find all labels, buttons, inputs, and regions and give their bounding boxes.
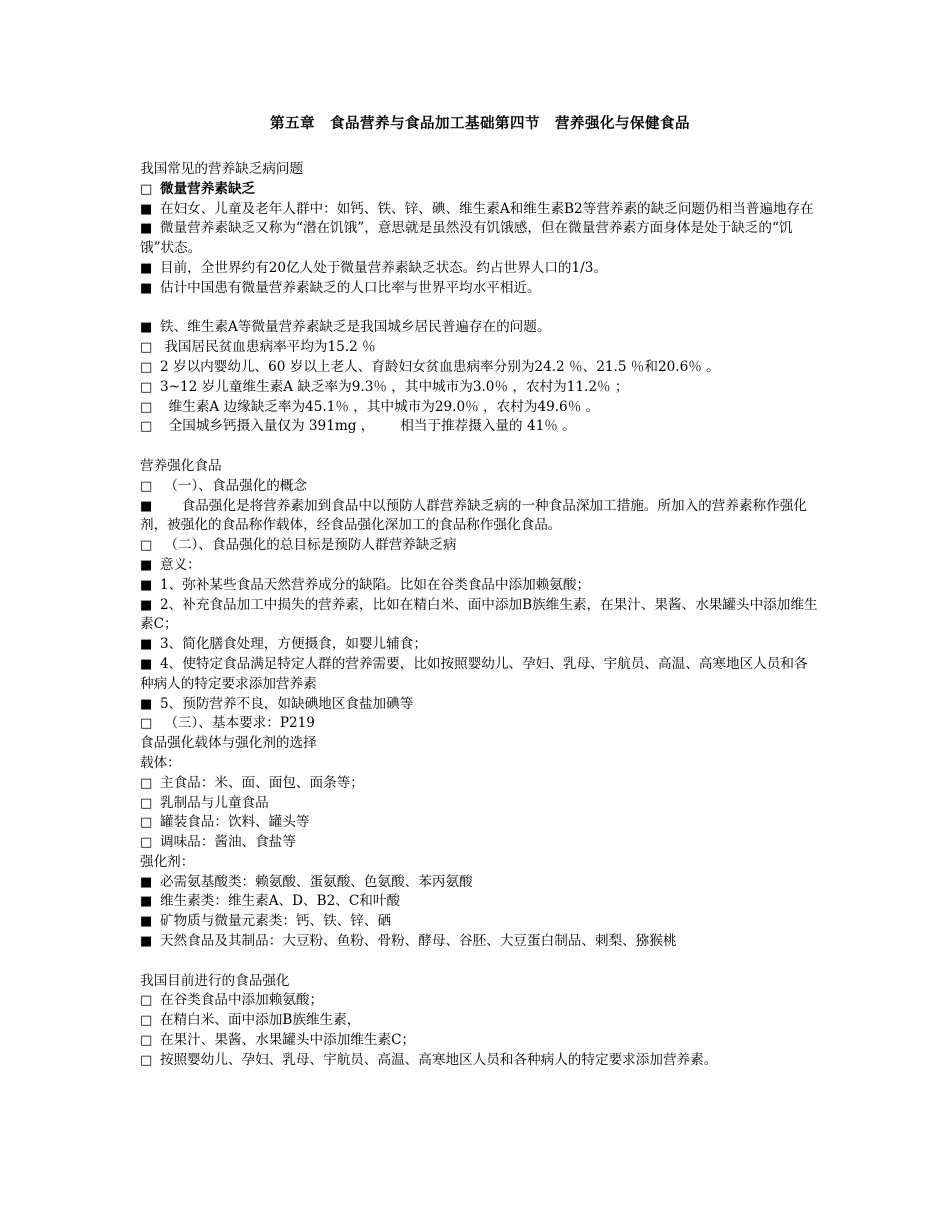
text-line	[140, 180, 820, 200]
line-text: 载体：	[140, 754, 181, 771]
line-text: 罐装食品：饮料、罐头等	[160, 814, 310, 831]
line-text: 意义：	[160, 556, 201, 573]
text-line	[140, 932, 820, 952]
text-line	[140, 813, 820, 833]
hollow-square-bullet-icon: □	[140, 1033, 153, 1049]
text-line	[140, 556, 820, 576]
hollow-square-bullet-icon: □	[140, 478, 153, 494]
line-text: （三）、基本要求：P219	[160, 715, 315, 732]
line-text: 目前，全世界约有20亿人处于微量营养素缺乏状态。约占世界人口的1/3。	[160, 259, 607, 276]
text-line	[140, 358, 820, 378]
hollow-square-bullet-icon: □	[140, 379, 153, 395]
text-line	[140, 1051, 820, 1071]
line-text: 全国城乡钙摄入量仅为 391mg ， 相当于推荐摄入量的 41％ 。	[160, 418, 576, 435]
text-line	[140, 991, 820, 1011]
line-text: 维生素A 边缘缺乏率为45.1％ ，其中城市为29.0％ ，农村为49.6％ 。	[160, 398, 600, 415]
page-title: 第五章 食品营养与食品加工基础第四节 营养强化与保健食品	[270, 116, 690, 132]
line-text: 矿物质与微量元素类：钙、铁、锌、硒	[160, 913, 392, 930]
filled-square-bullet-icon: ■	[140, 914, 153, 930]
filled-square-bullet-icon: ■	[140, 597, 153, 613]
line-text: 营养强化食品	[140, 457, 222, 474]
text-line	[140, 635, 820, 655]
line-text: 我国目前进行的食品强化	[140, 972, 290, 989]
text-line	[140, 576, 820, 596]
line-text: 食品强化是将营养素加到食品中以预防人群营养缺乏病的一种食品深加工措施。所加入的营养素称作强化剂，被强化的食品称作载体，经食品强化深加工的食品称作强化食品。	[140, 497, 807, 534]
text-line	[140, 259, 820, 279]
hollow-square-bullet-icon: □	[140, 359, 153, 375]
line-text: 食品强化载体与强化剂的选择	[140, 735, 317, 752]
text-line	[140, 853, 820, 873]
text-line	[140, 160, 820, 180]
line-text: 我国常见的营养缺乏病问题	[140, 161, 304, 177]
text-line	[140, 219, 820, 259]
filled-square-bullet-icon: ■	[140, 934, 153, 950]
hollow-square-bullet-icon: □	[140, 1052, 153, 1068]
text-line	[140, 1031, 820, 1051]
text-line	[140, 972, 820, 992]
filled-square-bullet-icon: ■	[140, 201, 153, 217]
text-line	[140, 279, 820, 299]
line-text: （二）、食品强化的总目标是预防人群营养缺乏病	[160, 537, 457, 554]
line-text: 估计中国患有微量营养素缺乏的人口比率与世界平均水平相近。	[160, 279, 541, 296]
text-line	[140, 477, 820, 497]
blank-line	[140, 952, 820, 972]
text-line	[140, 754, 820, 774]
text-line	[140, 398, 820, 418]
line-text: 主食品：米、面、面包、面条等；	[160, 774, 364, 791]
hollow-square-bullet-icon: □	[140, 815, 153, 831]
hollow-square-bullet-icon: □	[140, 835, 153, 851]
text-line	[140, 378, 820, 398]
line-text: 在果汁、果酱、水果罐头中添加维生素C；	[160, 1032, 416, 1049]
line-text: 维生素类：维生素A、D、B2、C和叶酸	[160, 893, 401, 910]
line-text: 在精白米、面中添加B族维生素，	[160, 1012, 361, 1029]
text-line	[140, 912, 820, 932]
hollow-square-bullet-icon: □	[140, 181, 153, 197]
filled-square-bullet-icon: ■	[140, 656, 153, 672]
text-line	[140, 457, 820, 477]
line-text: 调味品：酱油、食盐等	[160, 834, 296, 851]
filled-square-bullet-icon: ■	[140, 498, 153, 514]
filled-square-bullet-icon: ■	[140, 894, 153, 910]
filled-square-bullet-icon: ■	[140, 696, 153, 712]
text-line	[140, 417, 820, 437]
text-line	[140, 536, 820, 556]
document-body	[140, 160, 820, 1071]
line-text: 我国居民贫血患病率平均为15.2 ％	[160, 339, 376, 356]
line-text: 在妇女、儿童及老年人群中：如钙、铁、锌、碘、维生素A和维生素B2等营养素的缺乏问题仍相当普遍地存在	[160, 200, 814, 217]
line-text: 微量营养素缺乏又称为“潜在饥饿”，意思就是虽然没有饥饿感，但在微量营养素方面身体是处于缺乏的“饥饿”状态。	[140, 220, 793, 257]
hollow-square-bullet-icon: □	[140, 419, 153, 435]
hollow-square-bullet-icon: □	[140, 399, 153, 415]
text-line	[140, 873, 820, 893]
line-text: 1、弥补某些食品天然营养成分的缺陷。比如在谷类食品中添加赖氨酸；	[160, 576, 591, 593]
text-line	[140, 318, 820, 338]
filled-square-bullet-icon: ■	[140, 320, 153, 336]
line-text: 强化剂：	[140, 853, 195, 870]
hollow-square-bullet-icon: □	[140, 538, 153, 554]
hollow-square-bullet-icon: □	[140, 775, 153, 791]
text-line	[140, 596, 820, 636]
line-text: 3、简化膳食处理，方便摄食，如婴儿辅食；	[160, 636, 427, 653]
line-text: 按照婴幼儿、孕妇、乳母、宇航员、高温、高寒地区人员和各种病人的特定要求添加营养素。	[160, 1051, 718, 1068]
text-line	[140, 497, 820, 537]
hollow-square-bullet-icon: □	[140, 993, 153, 1009]
filled-square-bullet-icon: ■	[140, 280, 153, 296]
text-line	[140, 734, 820, 754]
text-line	[140, 714, 820, 734]
line-text: 微量营养素缺乏	[160, 180, 256, 197]
text-line	[140, 695, 820, 715]
line-text: 4、使特定食品满足特定人群的营养需要，比如按照婴幼儿、孕妇、乳母、宇航员、高温、高寒地区人员和各种病人的特定要求添加营养素	[140, 655, 808, 692]
line-text: 在谷类食品中添加赖氨酸；	[160, 992, 324, 1009]
filled-square-bullet-icon: ■	[140, 260, 153, 276]
text-line	[140, 1011, 820, 1031]
text-line	[140, 833, 820, 853]
line-text: 5、预防营养不良，如缺碘地区食盐加碘等	[160, 695, 414, 712]
filled-square-bullet-icon: ■	[140, 874, 153, 890]
line-text: 乳制品与儿童食品	[160, 794, 269, 811]
filled-square-bullet-icon: ■	[140, 221, 153, 237]
hollow-square-bullet-icon: □	[140, 716, 153, 732]
text-line	[140, 655, 820, 695]
line-text: 2、补充食品加工中损失的营养素，比如在精白米、面中添加B族维生素，在果汁、果酱、水果罐头中添加维生素C；	[140, 596, 818, 633]
text-line	[140, 892, 820, 912]
filled-square-bullet-icon: ■	[140, 637, 153, 653]
line-text: 铁、维生素A等微量营养素缺乏是我国城乡居民普遍存在的问题。	[160, 319, 551, 336]
line-text: 必需氨基酸类：赖氨酸、蛋氨酸、色氨酸、苯丙氨酸	[160, 873, 473, 890]
filled-square-bullet-icon: ■	[140, 577, 153, 593]
filled-square-bullet-icon: ■	[140, 557, 153, 573]
line-text: 3~12 岁儿童维生素A 缺乏率为9.3％ ，其中城市为3.0％ ，农村为11.2％ ；	[160, 378, 629, 395]
text-line	[140, 774, 820, 794]
hollow-square-bullet-icon: □	[140, 795, 153, 811]
line-text: （一）、食品强化的概念	[160, 477, 308, 494]
line-text: 2 岁以内婴幼儿、60 岁以上老人、育龄妇女贫血患病率分别为24.2 ％、21.5 ％和20.6％ 。	[160, 358, 720, 375]
text-line	[140, 794, 820, 814]
hollow-square-bullet-icon: □	[140, 1013, 153, 1029]
text-line	[140, 200, 820, 220]
hollow-square-bullet-icon: □	[140, 340, 153, 356]
line-text: 天然食品及其制品：大豆粉、鱼粉、骨粉、酵母、谷胚、大豆蛋白制品、刺梨、猕猴桃	[160, 933, 677, 950]
blank-line	[140, 437, 820, 457]
blank-line	[140, 299, 820, 319]
text-line	[140, 338, 820, 358]
